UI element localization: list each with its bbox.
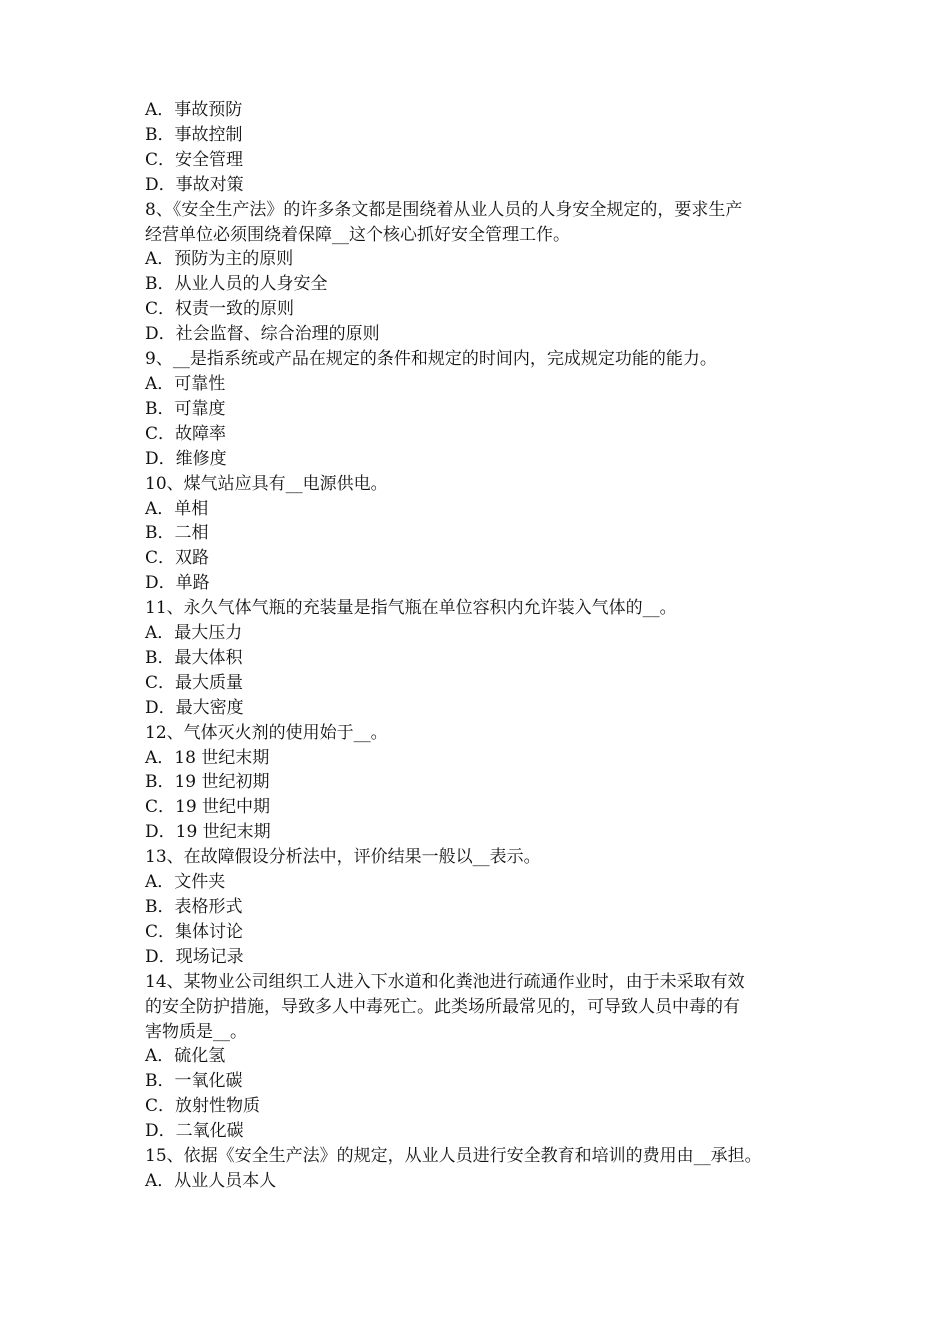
option-c-q7: C．安全管理 xyxy=(145,149,244,170)
question-10: 10、煤气站应具有__电源供电。 xyxy=(145,473,388,494)
option-a-q14: A．硫化氢 xyxy=(145,1046,226,1067)
question-11: 11、永久气体气瓶的充装量是指气瓶在单位容积内允许装入气体的__。 xyxy=(145,598,677,619)
option-a-q12: A．18 世纪末期 xyxy=(145,747,270,768)
option-d-q7: D．事故对策 xyxy=(145,174,244,195)
option-b-q10: B．二相 xyxy=(145,523,209,544)
option-c-q9: C．故障率 xyxy=(145,423,227,444)
question-8-line-2: 经营单位必须围绕着保障__这个核心抓好安全管理工作。 xyxy=(145,224,570,245)
option-a-q13: A．文件夹 xyxy=(145,872,226,893)
option-a-q10: A．单相 xyxy=(145,498,209,519)
option-c-q14: C．放射性物质 xyxy=(145,1096,261,1117)
option-b-q14: B．一氧化碳 xyxy=(145,1071,243,1092)
option-a-q7: A．事故预防 xyxy=(145,100,243,120)
option-d-q12: D．19 世纪末期 xyxy=(145,822,271,843)
option-b-q12: B．19 世纪初期 xyxy=(145,772,270,793)
option-a-q8: A．预防为主的原则 xyxy=(145,249,294,270)
option-c-q13: C．集体讨论 xyxy=(145,921,244,942)
option-c-q8: C．权责一致的原则 xyxy=(145,299,295,320)
question-13: 13、在故障假设分析法中，评价结果一般以__表示。 xyxy=(145,847,541,868)
option-c-q10: C．双路 xyxy=(145,548,210,569)
option-c-q12: C．19 世纪中期 xyxy=(145,797,271,818)
option-b-q9: B．可靠度 xyxy=(145,398,226,419)
question-14-line-1: 14、某物业公司组织工人进入下水道和化粪池进行疏通作业时，由于未采取有效 xyxy=(145,971,745,992)
option-b-q8: B．从业人员的人身安全 xyxy=(145,274,328,295)
question-14-line-3: 害物质是__。 xyxy=(145,1021,247,1042)
option-d-q13: D．现场记录 xyxy=(145,946,244,967)
question-12: 12、气体灭火剂的使用始于__。 xyxy=(145,722,388,743)
option-d-q10: D．单路 xyxy=(145,573,210,594)
option-a-q11: A．最大压力 xyxy=(145,623,243,644)
question-9: 9、__是指系统或产品在规定的条件和规定的时间内，完成规定功能的能力。 xyxy=(145,349,717,370)
option-b-q13: B．表格形式 xyxy=(145,897,243,917)
option-d-q11: D．最大密度 xyxy=(145,697,244,718)
question-8-line-1: 8、《安全生产法》的许多条文都是围绕着从业人员的人身安全规定的，要求生产 xyxy=(145,199,743,220)
option-b-q7: B．事故控制 xyxy=(145,124,243,145)
option-c-q11: C．最大质量 xyxy=(145,672,244,693)
option-a-q15: A．从业人员本人 xyxy=(145,1170,277,1191)
question-14-line-2: 的安全防护措施，导致多人中毒死亡。此类场所最常见的，可导致人员中毒的有 xyxy=(145,996,740,1017)
option-b-q11: B．最大体积 xyxy=(145,647,243,668)
option-d-q8: D．社会监督、综合治理的原则 xyxy=(145,324,380,345)
document-page xyxy=(145,98,813,1194)
option-a-q9: A．可靠性 xyxy=(145,373,226,394)
option-d-q14: D．二氧化碳 xyxy=(145,1121,244,1142)
question-15: 15、依据《安全生产法》的规定，从业人员进行安全教育和培训的费用由__承担。 xyxy=(145,1146,762,1167)
option-d-q9: D．维修度 xyxy=(145,448,227,469)
